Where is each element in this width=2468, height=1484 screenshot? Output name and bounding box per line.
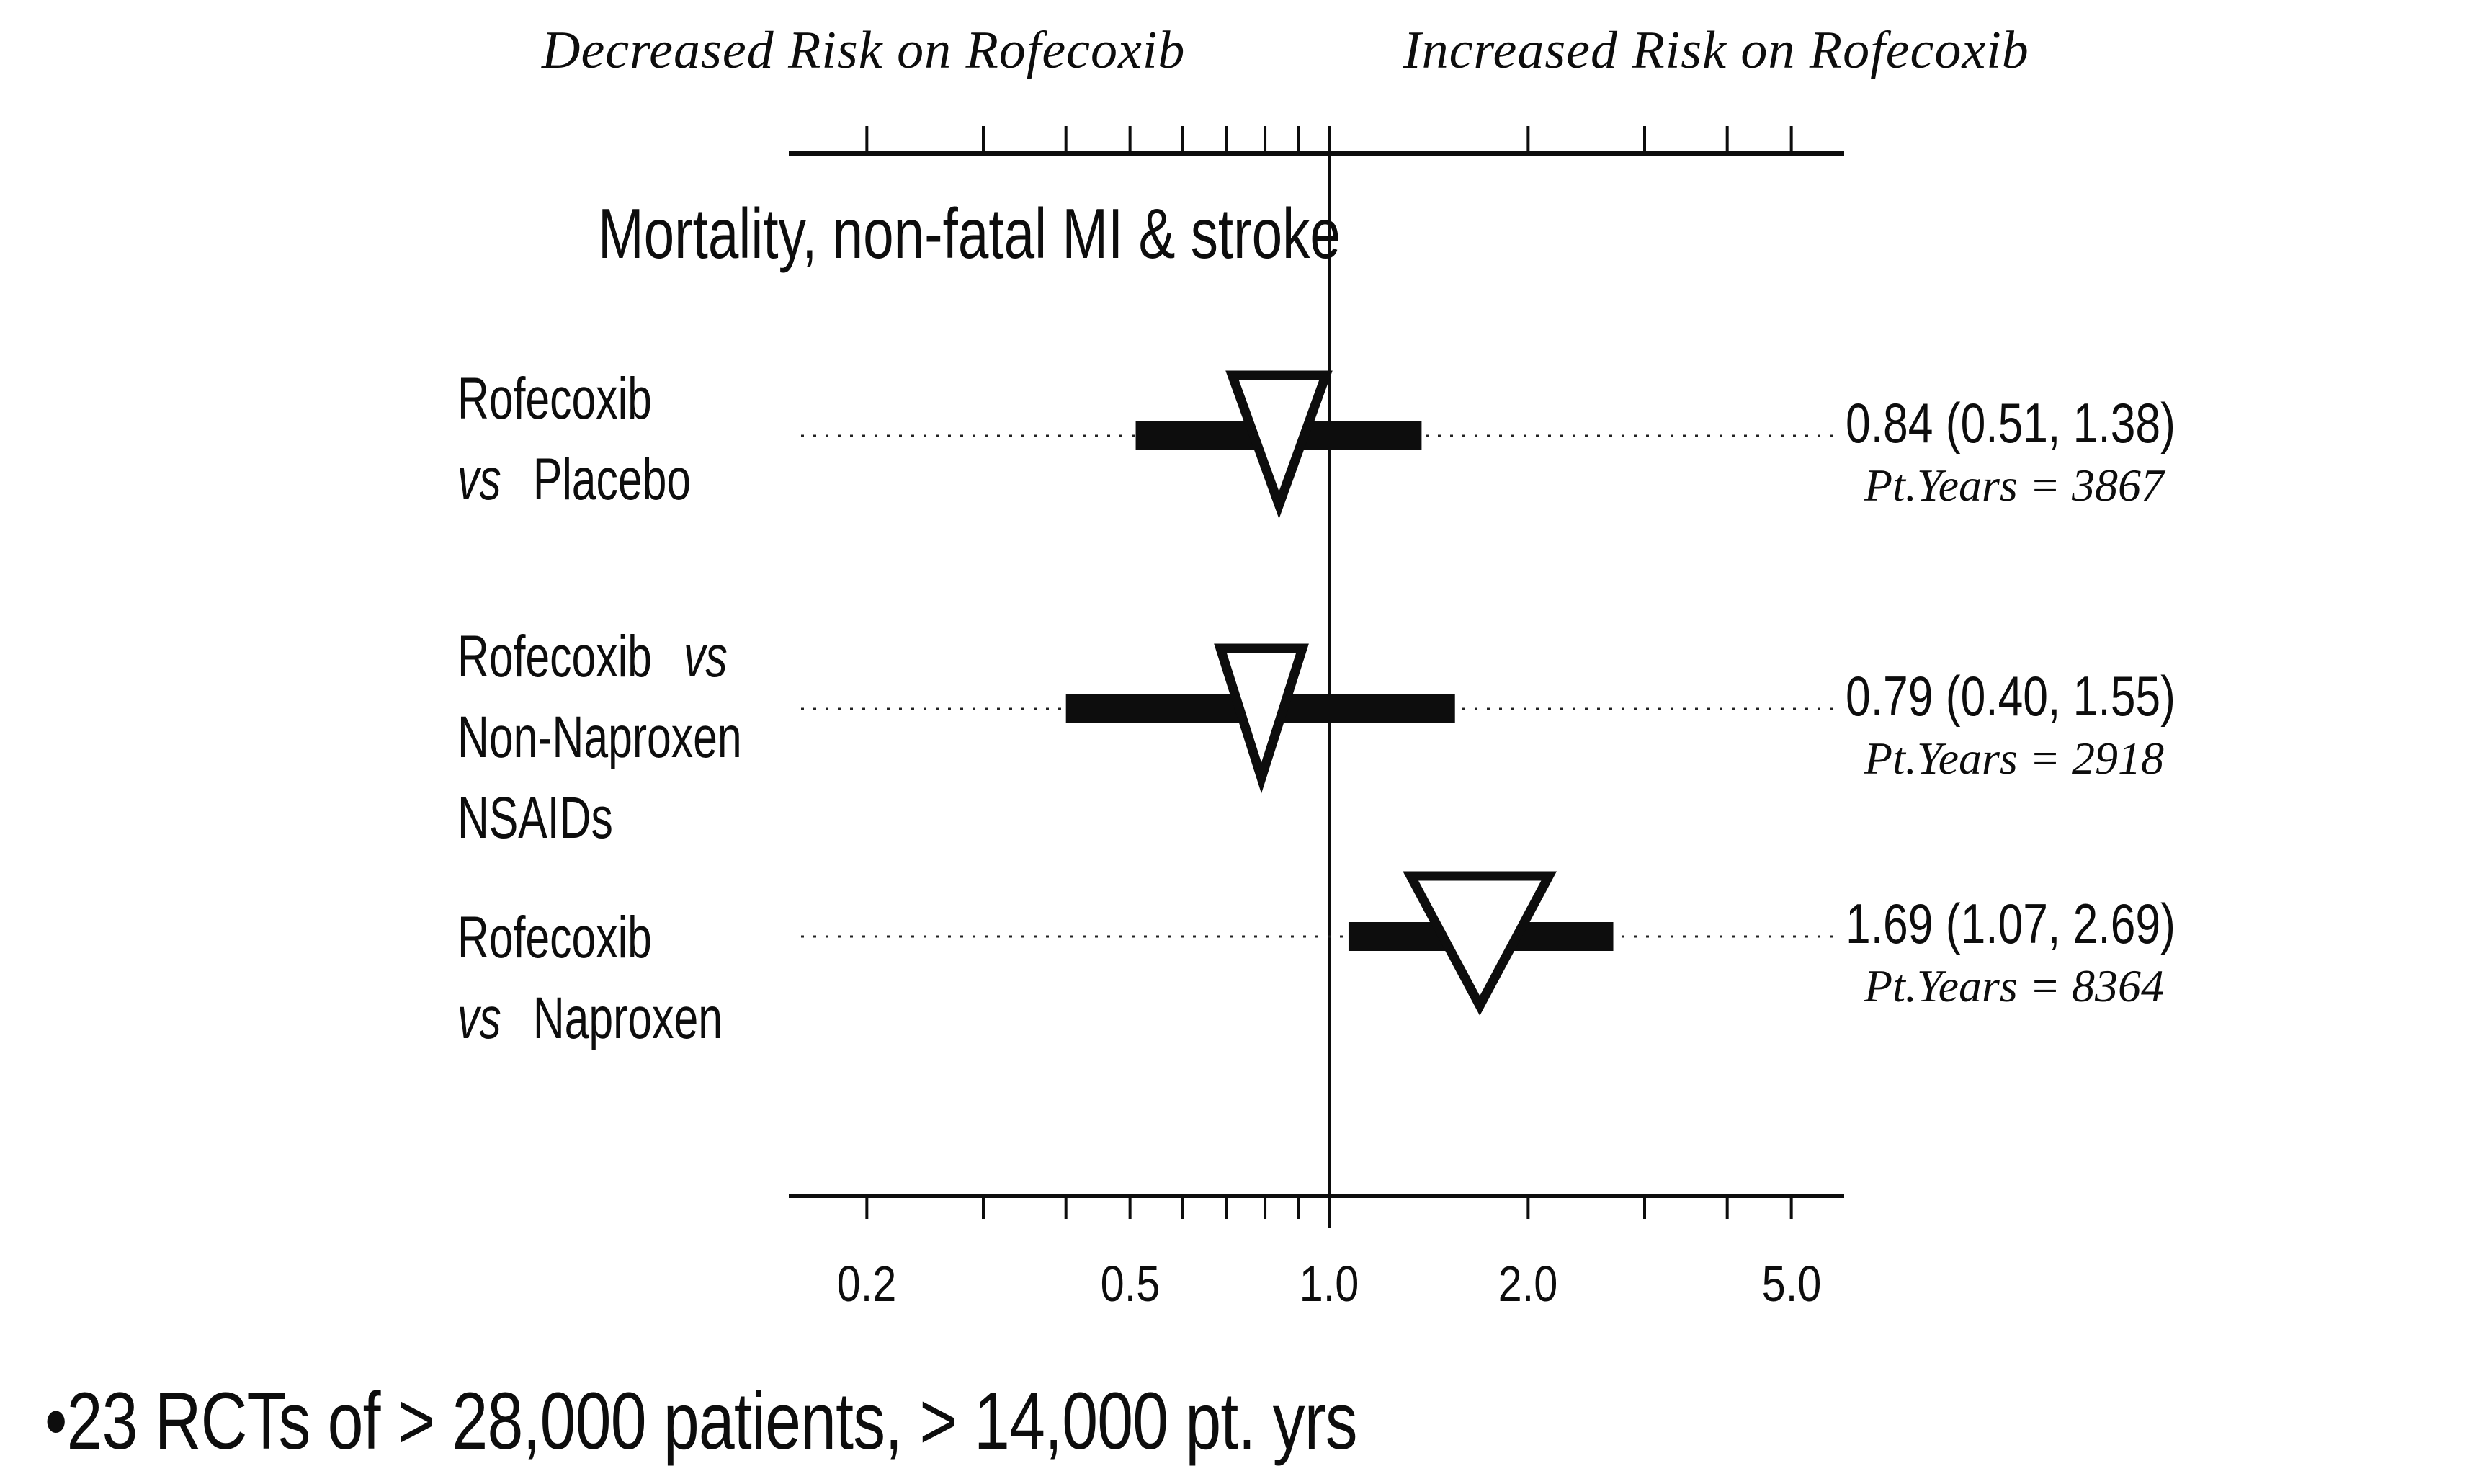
- pt-years-text: Pt.Years = 3867: [1864, 460, 2164, 511]
- row-label-rofecoxib-vs-non-naproxen-nsaids: [457, 617, 742, 859]
- pt-years-text: Pt.Years = 2918: [1864, 733, 2164, 784]
- row-label-line: vs Naproxen: [457, 985, 723, 1051]
- chart-title: Mortality, non-fatal MI & stroke: [598, 194, 1341, 273]
- row-label-rofecoxib-vs-placebo: [457, 359, 691, 520]
- x-axis-tick-label: 5.0: [1761, 1256, 1821, 1312]
- row-label-line: NSAIDs: [457, 785, 613, 851]
- row-label-line: Rofecoxib vs: [457, 624, 728, 689]
- pt-years-text: Pt.Years = 8364: [1864, 960, 2164, 1011]
- row-label-line: Rofecoxib: [457, 905, 652, 970]
- risk-direction-right-label: Increased Risk on Rofecoxib: [1403, 21, 2029, 80]
- row-label-line: Rofecoxib: [457, 366, 652, 432]
- row-label-line: Non-Naproxen: [457, 705, 742, 770]
- estimate-ci-text: 0.79 (0.40, 1.55): [1846, 664, 2176, 728]
- x-axis-tick-label: 2.0: [1498, 1256, 1558, 1312]
- row-label-rofecoxib-vs-naproxen: [457, 898, 723, 1059]
- estimate-ci-text: 1.69 (1.07, 2.69): [1846, 892, 2176, 955]
- x-axis-tick-label: 1.0: [1299, 1256, 1359, 1312]
- x-axis-tick-label: 0.5: [1100, 1256, 1160, 1312]
- row-label-line: vs Placebo: [457, 447, 692, 512]
- estimate-ci-text: 0.84 (0.51, 1.38): [1846, 391, 2176, 455]
- x-axis-tick-label: 0.2: [836, 1256, 897, 1312]
- risk-direction-left-label: Decreased Risk on Rofecoxib: [542, 21, 1186, 80]
- footnote-bullet-text: •23 RCTs of > 28,000 patients, > 14,000 pt. yrs: [45, 1376, 1357, 1466]
